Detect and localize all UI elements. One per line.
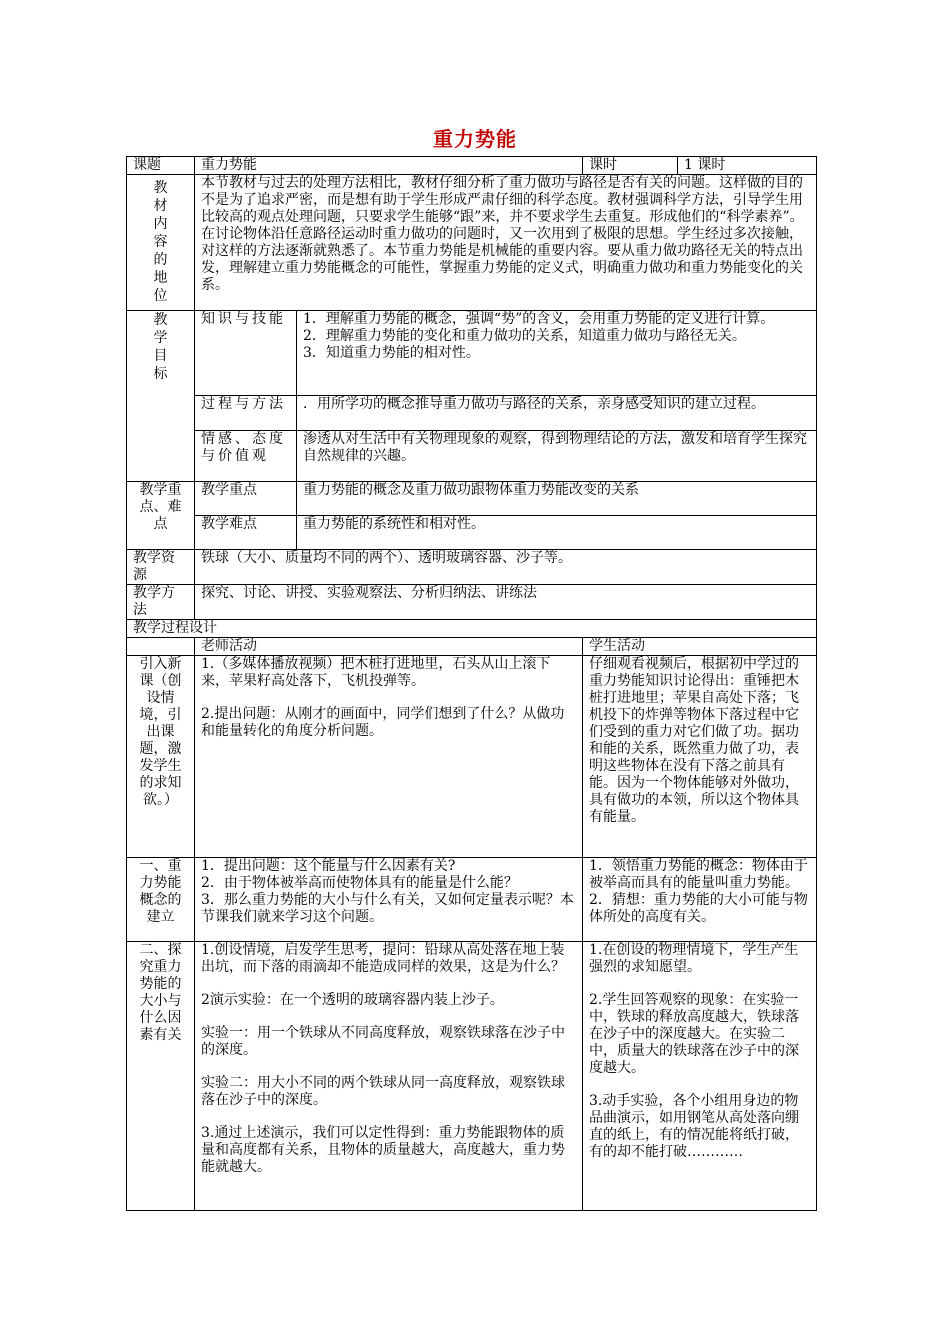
stage-label: 引入新课（创设情境，引出课题，激发学生的求知欲。） [127,656,195,858]
process-text: ．用所学功的概念推导重力做功与路径的关系，亲身感受知识的建立过程。 [297,396,817,431]
knowledge-items [297,311,817,396]
student-activity: 1.在创设的物理情境下，学生产生 强烈的求知愿望。 2.学生回答观察的现象：在实验一中，铁球的释放高度越大，铁球落在沙子中的深度越大。在实验二中，质量大的铁球落在沙子中的深度越大。 3.动手实验，各个小组用身边的物品曲演示，如用钢笔从高处落向绷直的纸上，有的情况能将纸打破，有的却不能打破………… [583,942,817,1211]
table-row [127,656,817,858]
key-points-label: 教学重点、难点 [127,482,195,550]
teacher-activity: 1.创设情境，启发学生思考，提问：铅球从高处落在地上装出坑，而下落的雨滴却不能造成同样的效果，这是为什么？ 2演示实验：在一个透明的玻璃容器内装上沙子。 实验一：用一个铁球从不同高度释放，观察铁球落在沙子中的深度。 实验二：用大小不同的两个铁球从同一高度释放，观察铁球落在沙子中的深度。 3.通过上述演示，我们可以定性得到：重力势能跟物体的质量和高度都有关系，且物体的质量越大，高度越大，重力势能就越大。 [195,942,583,1211]
period-value: 1 课时 [678,157,817,175]
student-activity: 1．领悟重力势能的概念：物体由于被举高而具有的能量叫重力势能。 2．猜想：重力势能的大小可能与物体所处的高度有关。 [583,858,817,942]
process-columns-row [127,638,817,656]
goals-label: 教学目标 [153,312,168,382]
focus-text: 重力势能的概念及重力做功跟物体重力势能改变的关系 [297,482,817,516]
focus-row [127,482,817,516]
period-label: 课时 [583,157,678,175]
goals-process-row [127,396,817,431]
goals-emotion-row [127,431,817,482]
student-activity: 仔细观看视频后，根据初中学过的重力势能知识讨论得出：重锤把木桩打进地里；苹果自高处下落；飞机投下的炸弹等物体下落过程中它们受到的重力对它们做了功。据功和能的关系，既然重力做了功，表明这些物体在没有下落之前具有能。因为一个物体能够对外做功，具有做功的本领，所以这个物体具有能量。 [583,656,817,858]
difficulty-row [127,516,817,550]
difficulty-text: 重力势能的系统性和相对性。 [297,516,817,550]
resources-row [127,550,817,585]
emotion-label: 情感、态度与价值观 [195,431,297,482]
material-position-label: 教材内容的地位 [153,180,168,304]
table-row [127,942,817,1211]
teacher-header: 老师活动 [195,638,583,656]
knowledge-item: 1．理解重力势能的概念，强调“势”的含义，会用重力势能的定义进行计算。 [303,311,775,327]
lesson-plan-table [126,156,817,1211]
difficulty-label: 教学难点 [195,516,297,550]
process-design-label: 教学过程设计 [127,620,817,638]
knowledge-label: 知识与技能 [195,311,297,396]
goals-knowledge-row [127,311,817,396]
methods-label: 教学方法 [127,585,195,620]
resources-text: 铁球（大小、质量均不同的两个）、透明玻璃容器、沙子等。 [195,550,817,585]
header-row [127,157,817,175]
topic-value: 重力势能 [195,157,583,175]
stage-label: 一、重力势能概念的建立 [127,858,195,942]
table-row [127,858,817,942]
focus-label: 教学重点 [195,482,297,516]
document-title: 重力势能 [433,127,517,151]
methods-row [127,585,817,620]
methods-text: 探究、讨论、讲授、实验观察法、分析归纳法、讲练法 [195,585,817,620]
material-position-row [127,175,817,311]
stage-label: 二、探究重力势能的大小与什么因素有关 [127,942,195,1211]
process-label: 过程与方法 [195,396,297,431]
topic-label: 课题 [127,157,195,175]
material-position-text: 本节教材与过去的处理方法相比，教材仔细分析了重力做功与路径是否有关的问题。这样做的目的不是为了追求严密，而是想有助于学生形成严肃仔细的科学态度。教材强调科学方法，引导学生用比较高的观点处理问题，只要求学生能够“跟”来，并不要求学生去重复。形成他们的“科学素养”。在讨论物体沿任意路径运动时重力做功的问题时，又一次用到了极限的思想。学生经过多次接触，对这样的方法逐渐就熟悉了。本节重力势能是机械能的重要内容。要从重力做功路径无关的特点出发，理解建立重力势能概念的可能性，掌握重力势能的定义式，明确重力做功和重力势能变化的关系。 [195,175,817,311]
knowledge-item: 3．知道重力势能的相对性。 [303,345,480,361]
knowledge-item: 2．理解重力势能的变化和重力做功的关系，知道重力做功与路径无关。 [303,328,746,344]
emotion-text: 渗透从对生活中有关物理现象的观察，得到物理结论的方法，激发和培育学生探究自然规律的兴趣。 [297,431,817,482]
resources-label: 教学资源 [127,550,195,585]
teacher-activity: 1．提出问题：这个能量与什么因素有关? 2．由于物体被举高而使物体具有的能量是什么能？ 3．那么重力势能的大小与什么有关，又如何定量表示呢？本节课我们就来学习这个问题。 [195,858,583,942]
process-design-row [127,620,817,638]
teacher-activity: 1.（多媒体播放视频）把木桩打进地里，石头从山上滚下来，苹果籽高处落下，飞机投弹等。 2.提出问题：从刚才的画面中，同学们想到了什么？从做功和能量转化的角度分析问题。 [195,656,583,858]
student-header: 学生活动 [583,638,817,656]
